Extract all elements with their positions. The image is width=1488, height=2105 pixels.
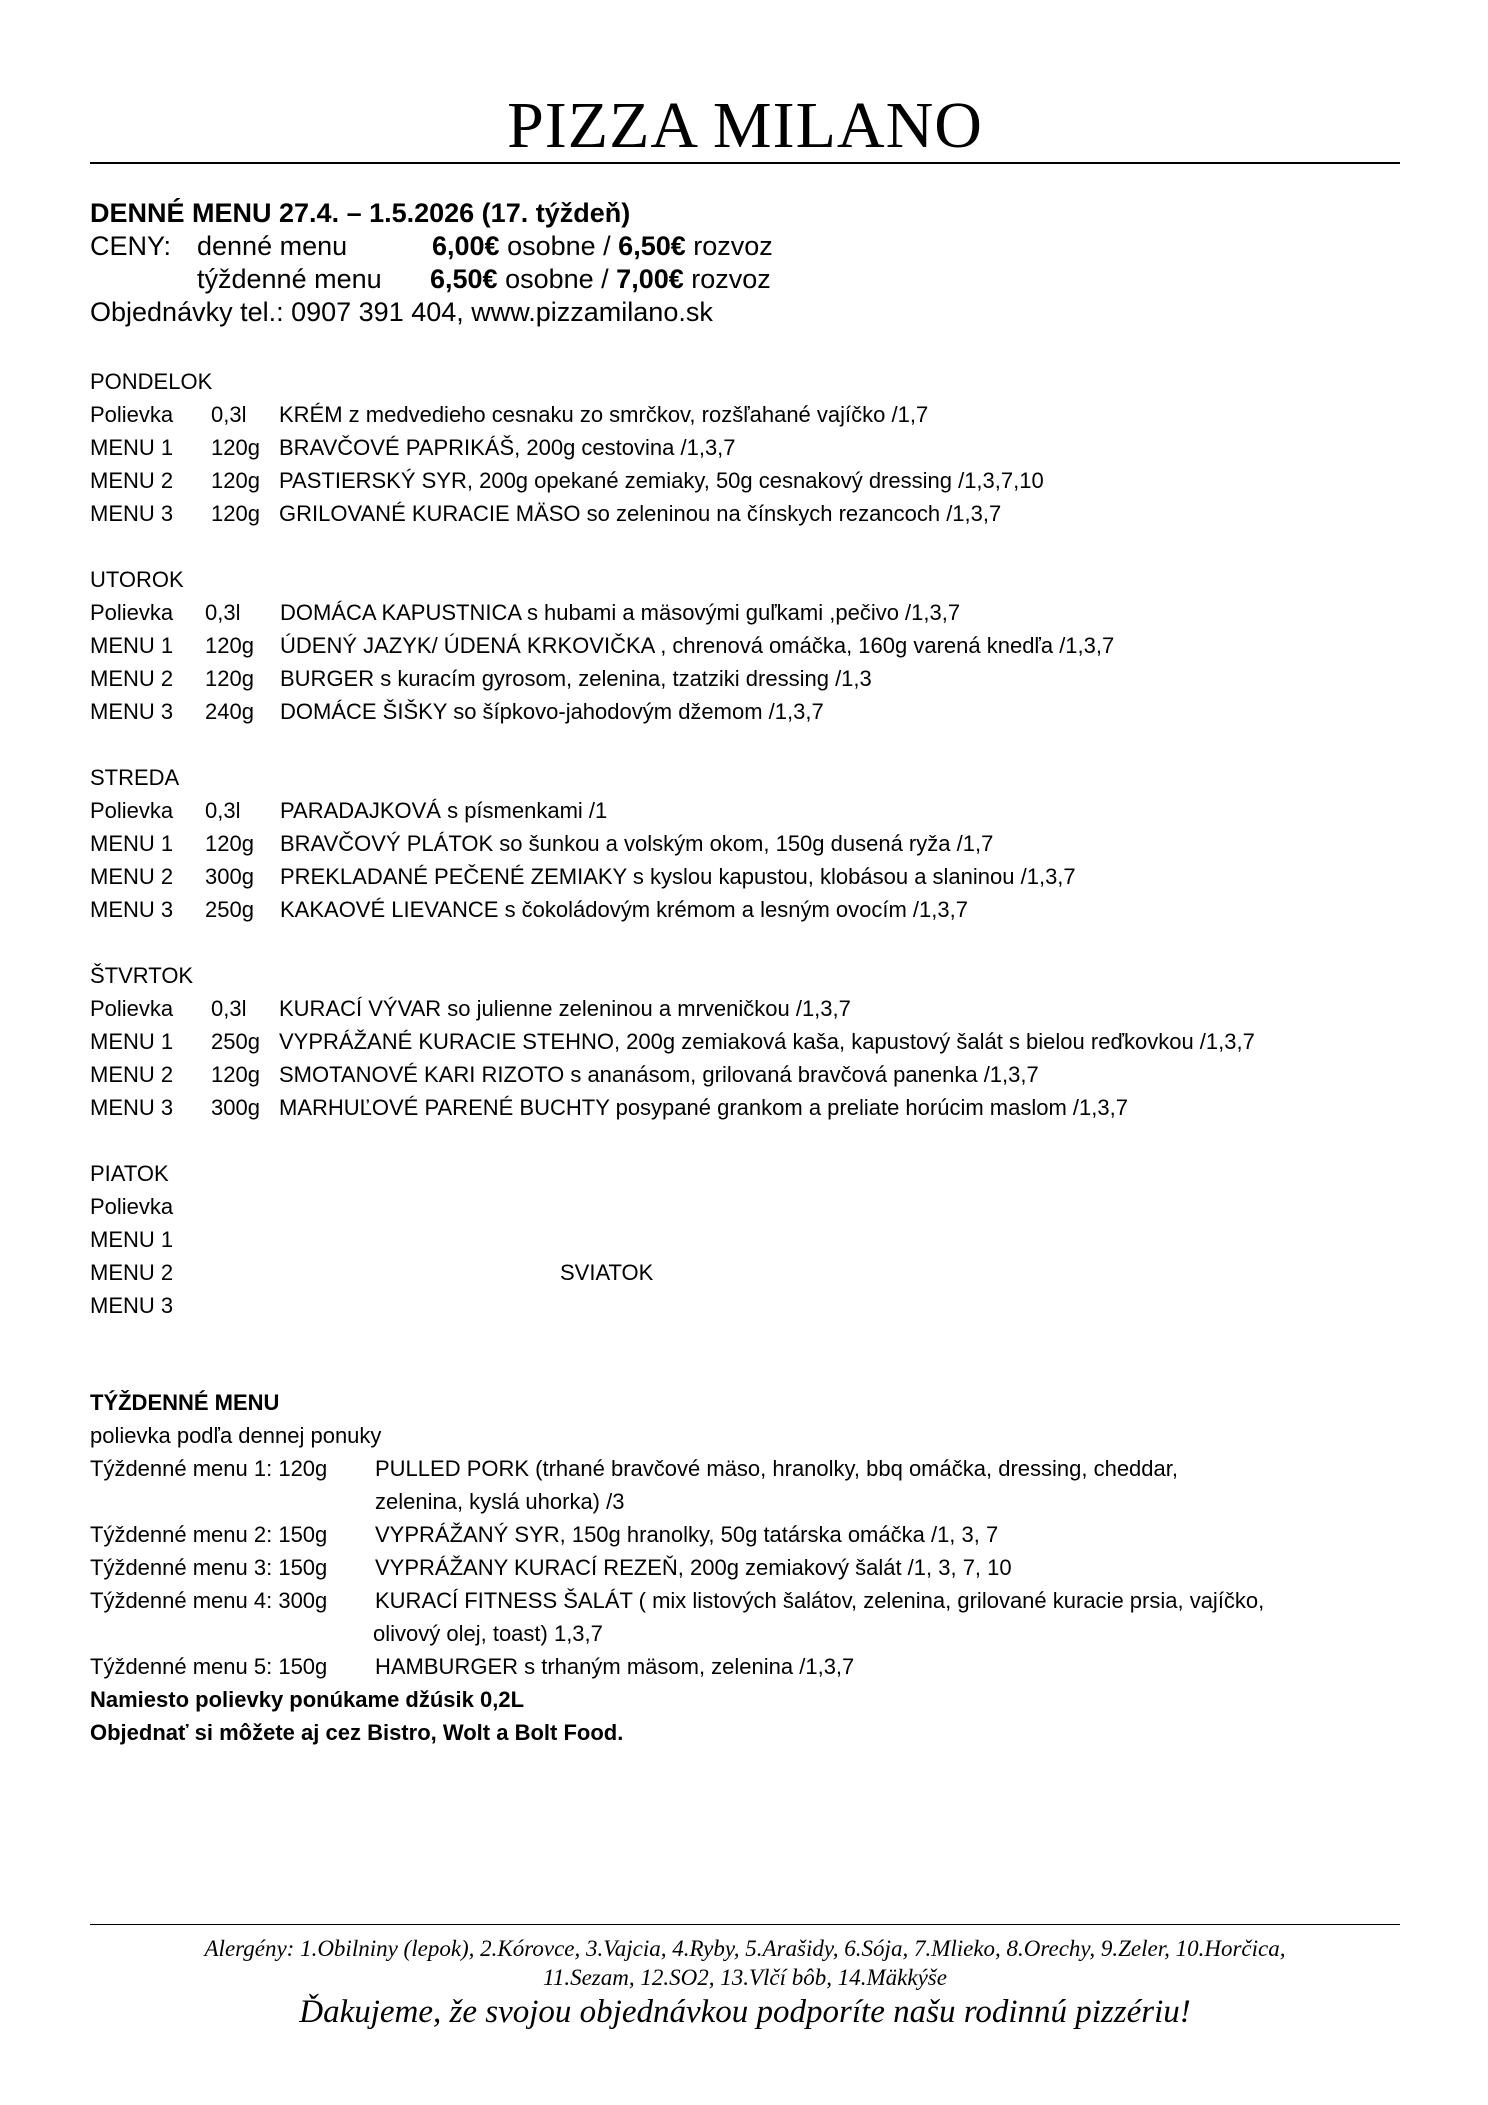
row-label: Polievka [90,402,174,427]
row-dish: MARHUĽOVÉ PARENÉ BUCHTY posypané grankom a preliate horúcim maslom /1,3,7 [279,1095,1128,1120]
menu-row: MENU 3 [90,1293,174,1318]
row-qty: 240g [205,699,254,724]
row-label: MENU 1 [90,831,174,856]
row-dish: VYPRÁŽANÉ KURACIE STEHNO, 200g zemiaková kaša, kapustový šalát s bielou reďkovkou /1,3,7 [279,1029,1255,1054]
row-label: MENU 1 [90,633,174,658]
weekly-item-label: Týždenné menu 3: 150g [90,1555,328,1580]
daily-menu-heading [90,197,630,230]
weekly-item-dish: PULLED PORK (trhané bravčové mäso, hranolky, bbq omáčka, dressing, cheddar, [375,1456,1178,1481]
juice-note-text: Namiesto polievky ponúkame džúsik 0,2L [90,1687,525,1712]
day-heading-tuesday: UTOROK [90,567,184,592]
holiday-note: SVIATOK [560,1260,654,1285]
daily-menu-period: DENNÉ MENU 27.4. – 1.5.2026 (17. týždeň) [90,198,631,228]
prices-label: CENY: [90,231,172,261]
row-dish: DOMÁCE ŠIŠKY so šípkovo-jahodovým džemom /1,3,7 [280,699,824,724]
order-note-text: Objednať si môžete aj cez Bistro, Wolt a Bolt Food. [90,1720,624,1745]
order-note [90,1716,623,1749]
row-dish: KRÉM z medvedieho cesnaku zo smrčkov, rozšľahané vajíčko /1,7 [279,402,929,427]
row-dish: BURGER s kuracím gyrosom, zelenina, tzatziki dressing /1,3 [280,666,872,691]
row-qty: 120g [205,666,254,691]
price-row-daily [90,230,773,263]
row-qty: 0,3l [211,402,247,427]
weekly-price-label: týždenné menu [197,264,382,294]
row-qty: 120g [211,501,260,526]
row-dish: PASTIERSKÝ SYR, 200g opekané zemiaky, 50g cesnakový dressing /1,3,7,10 [279,468,1044,493]
row-label: MENU 3 [90,501,174,526]
weekly-item-dish: VYPRÁŽANÝ SYR, 150g hranolky, 50g tatárska omáčka /1, 3, 7 [375,1522,999,1547]
weekly-item-label: Týždenné menu 5: 150g [90,1654,328,1679]
row-label: MENU 3 [90,897,174,922]
menu-row: Polievka [90,1194,174,1219]
row-dish: BRAVČOVÉ PAPRIKÁŠ, 200g cestovina /1,3,7 [279,435,736,460]
row-qty: 120g [205,831,254,856]
weekly-heading-text: TÝŽDENNÉ MENU [90,1390,280,1415]
row-qty: 0,3l [211,996,247,1021]
daily-price-values [432,230,773,263]
weekly-item-dish: KURACÍ FITNESS ŠALÁT ( mix listových šalátov, zelenina, grilované kuracie prsia, vajíčko, [375,1588,1265,1613]
row-dish: KURACÍ VÝVAR so julienne zeleninou a mrveničkou /1,3,7 [279,996,851,1021]
row-qty: 120g [205,633,254,658]
daily-pickup-word: osobne / [499,231,619,261]
row-dish: DOMÁCA KAPUSTNICA s hubami a mäsovými guľkami ,pečivo /1,3,7 [280,600,961,625]
allergens-line-2: 11.Sezam, 12.SO2, 13.Vlčí bôb, 14.Mäkkýše [543,1965,947,1990]
row-dish: PREKLADANÉ PEČENÉ ZEMIAKY s kyslou kapustou, klobásou a slaninou /1,3,7 [280,864,1076,889]
daily-price-pickup: 6,00€ [432,231,500,261]
juice-note [90,1683,524,1716]
weekly-price-delivery: 7,00€ [616,264,684,294]
weekly-price-values [430,263,771,296]
row-label: MENU 2 [90,1062,174,1087]
weekly-price-pickup: 6,50€ [430,264,498,294]
weekly-pickup-word: osobne / [497,264,617,294]
row-label: MENU 1 [90,435,174,460]
day-heading-monday: PONDELOK [90,369,213,394]
row-qty: 0,3l [205,600,241,625]
row-dish: ÚDENÝ JAZYK/ ÚDENÁ KRKOVIČKA , chrenová omáčka, 160g varená knedľa /1,3,7 [280,633,1115,658]
footer-divider [90,1924,1400,1925]
row-label: MENU 2 [90,864,174,889]
row-label: MENU 2 [90,468,174,493]
row-dish: SMOTANOVÉ KARI RIZOTO s ananásom, grilovaná bravčová panenka /1,3,7 [279,1062,1039,1087]
daily-price-label: denné menu [197,231,348,261]
weekly-item-label: Týždenné menu 2: 150g [90,1522,328,1547]
page-title: PIZZA MILANO [507,89,983,162]
row-qty: 300g [211,1095,260,1120]
row-label: MENU 3 [90,699,174,724]
daily-price-delivery: 6,50€ [618,231,686,261]
weekly-soup-note: polievka podľa dennej ponuky [90,1423,382,1448]
row-dish: GRILOVANÉ KURACIE MÄSO so zeleninou na čínskych rezancoch /1,3,7 [279,501,1002,526]
allergens-line-1: Alergény: 1.Obilniny (lepok), 2.Kórovce, 3.Vajcia, 4.Ryby, 5.Arašidy, 6.Sója, 7.Mlieko, 8.Orechy, 9.Zeler, 10.Horčica, [204,1936,1286,1961]
row-label: MENU 2 [90,1260,174,1285]
day-heading-friday: PIATOK [90,1161,169,1186]
row-qty: 250g [205,897,254,922]
weekly-delivery-word: rozvoz [683,264,771,294]
row-label: Polievka [90,798,174,823]
row-dish: PARADAJKOVÁ s písmenkami /1 [280,798,608,823]
weekly-menu-heading [90,1386,279,1419]
weekly-item-dish: VYPRÁŽANY KURACÍ REZEŇ, 200g zemiakový šalát /1, 3, 7, 10 [375,1555,1012,1580]
row-label: MENU 3 [90,1095,174,1120]
weekly-item-label: Týždenné menu 1: 120g [90,1456,328,1481]
row-label: Polievka [90,996,174,1021]
row-qty: 120g [211,468,260,493]
row-qty: 300g [205,864,254,889]
day-heading-thursday: ŠTVRTOK [90,963,194,988]
row-label: MENU 2 [90,666,174,691]
row-dish: BRAVČOVÝ PLÁTOK so šunkou a volským okom, 150g dusená ryža /1,7 [280,831,994,856]
thank-you-note: Ďakujeme, že svojou objednávkou podporíte našu rodinnú pizzériu! [299,1994,1191,2030]
weekly-item-dish: HAMBURGER s trhaným mäsom, zelenina /1,3,7 [375,1654,855,1679]
title-divider [90,162,1400,164]
contact-line: Objednávky tel.: 0907 391 404, www.pizzamilano.sk [90,297,713,327]
row-qty: 0,3l [205,798,241,823]
weekly-item-dish-cont: olivový olej, toast) 1,3,7 [373,1621,603,1646]
weekly-item-dish-cont: zelenina, kyslá uhorka) /3 [375,1489,625,1514]
weekly-item-label: Týždenné menu 4: 300g [90,1588,328,1613]
row-label: Polievka [90,600,174,625]
row-label: MENU 1 [90,1029,174,1054]
row-qty: 250g [211,1029,260,1054]
row-qty: 120g [211,1062,260,1087]
row-dish: KAKAOVÉ LIEVANCE s čokoládovým krémom a lesným ovocím /1,3,7 [280,897,968,922]
row-qty: 120g [211,435,260,460]
daily-delivery-word: rozvoz [685,231,773,261]
day-heading-wednesday: STREDA [90,765,180,790]
menu-row: MENU 1 [90,1227,174,1252]
